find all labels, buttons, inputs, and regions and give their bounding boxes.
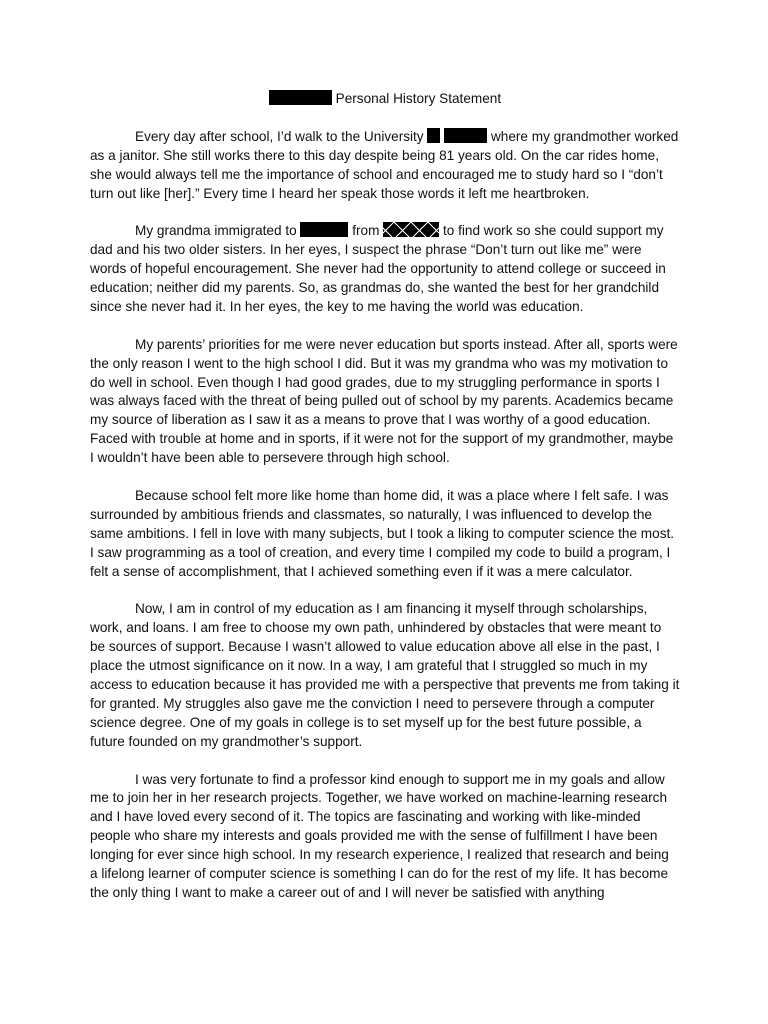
redaction-block: [444, 128, 487, 143]
paragraph-3: My parents’ priorities for me were never education but sports instead. After all, sports were the only reason I went to the high school I did. But it was my grandma who was my motivation to do well in school. Even though I had good grades, due to my struggling performance in sports I was always faced with the threat of being pulled out of school by my parents. Academics became my source of liberation as I saw it as a means to prove that I was worthy of a good education. Faced with trouble at home and in sports, if it were not for the support of my grandmother, maybe I wouldn’t have been able to persevere through high school.: [90, 336, 678, 466]
paragraph-6: I was very fortunate to find a professor kind enough to support me in my goals and allow me to join her in her research projects. Together, we have worked on machine-learning research and I have loved every second of it. The topics are fascinating and working with like-minded people who share my interests and goals provided me with the sense of fulfillment I have been longing for ever since high school. In my research experience, I realized that research and being a lifelong learner of computer science is something I can do for the rest of my life. It has become the only thing I want to make a career out of and I will never be satisfied with anything: [90, 771, 669, 900]
paragraph-5: Now, I am in control of my education as I am financing it myself through scholarships, work, and loans. I am free to choose my own path, unhindered by obstacles that were meant to be sources of support. Because I wasn’t allowed to value education above all else in the past, I place the utmost significance on it now. In a way, I am grateful that I struggled so much in my access to education because it has provided me with a perspective that prevents me from taking it for granted. My struggles also gave me the conviction I need to persevere through a computer science degree. One of my goals in college is to set myself up for the best future possible, a future founded on my grandmother’s support.: [90, 601, 680, 749]
redaction-block: [269, 90, 332, 105]
document-page: [90, 90, 680, 922]
document-title: [90, 90, 680, 109]
redaction-block: [427, 128, 440, 143]
paragraph-4: Because school felt more like home than home did, it was a place where I felt safe. I was surrounded by ambitious friends and classmates, so naturally, I was influenced to develop the same ambitions. I fell in love with many subjects, but I took a liking to computer science the most. I saw programming as a tool of creation, and every time I compiled my code to build a program, I felt a sense of accomplishment, that I achieved something even if it was a mere calculator.: [90, 487, 675, 579]
paragraph-2-text-a: My grandma immigrated to: [135, 223, 301, 239]
paragraph-1: [90, 128, 680, 204]
redaction-block: [383, 222, 439, 237]
paragraph-2-text-b: from: [348, 223, 384, 239]
title-text: Personal History Statement: [335, 91, 502, 106]
paragraph-1-text-b: where my grandmother worked as a janitor. She still works there to this day despite being 81 years old. On the car rides home, she would always tell me the importance of school and encouraged me to study hard so I “don’t turn out like [her].” Every time I heard her speak those words it left me heartbroken.: [90, 128, 679, 201]
paragraph-2: [90, 222, 680, 317]
paragraph-1-text-a: Every day after school, I’d walk to the University: [135, 128, 428, 144]
redaction-block: [300, 222, 348, 237]
paragraph-2-text-c: to find work so she could support my dad and his two older sisters. In her eyes, I suspect the phrase “Don’t turn out like me” were words of hopeful encouragement. She never had the opportunity to attend college or succeed in education; neither did my parents. So, as grandmas do, she wanted the best for her grandchild since she never had it. In her eyes, the key to me having the world was education.: [90, 223, 666, 314]
